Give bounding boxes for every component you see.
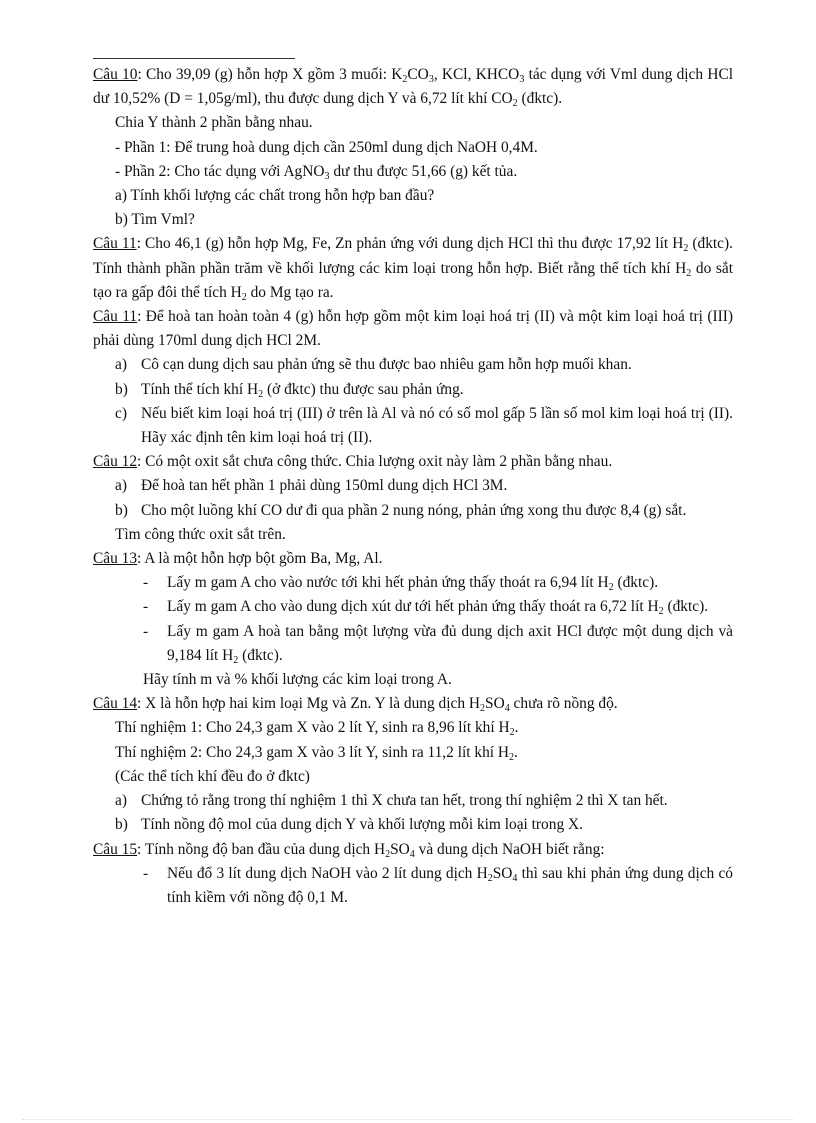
question-13: Câu 13: A là một hỗn hợp bột gồm Ba, Mg, Al.: [93, 550, 383, 568]
question-label: Câu 10: [93, 66, 138, 83]
question-14: Câu 14: X là hỗn hợp hai kim loại Mg và Zn. Y là dung dịch $H_2SO_4$ chưa rõ nồng độ.: [93, 695, 618, 715]
paragraph: - Phần 1: Để trung hoà dung dịch cần 250ml dung dịch NaOH 0,4M.: [115, 138, 538, 156]
bullet-item: - Lấy m gam A hoà tan bằng một lượng vừa đủ dung dịch axit HCl được một dung dịch và 9,184 lít $H_2$ (đktc).: [143, 622, 733, 666]
paragraph: Thí nghiệm 1: Cho 24,3 gam X vào 2 lít Y, sinh ra 8,96 lít khí $H_2$.: [115, 719, 519, 739]
question-label: Câu 11: [93, 235, 137, 253]
paragraph: Thí nghiệm 2: Cho 24,3 gam X vào 3 lít Y, sinh ra 11,2 lít khí $H_2$.: [115, 743, 518, 763]
bullet-item: - Lấy m gam A cho vào dung dịch xút dư tới hết phản ứng thấy thoát ra 6,72 lít $H_2$ (đktc).: [143, 598, 709, 618]
header-rule: [93, 58, 295, 59]
paragraph: Tìm công thức oxit sắt trên.: [115, 525, 286, 543]
sub-question-b: b) Tính thể tích khí $H_2$ (ở đktc) thu được sau phản ứng.: [115, 380, 464, 400]
bullet-item: - Lấy m gam A cho vào nước tới khi hết phản ứng thấy thoát ra 6,94 lít $H_2$ (đktc).: [143, 574, 659, 594]
paragraph: Hãy tính m và % khối lượng các kim loại trong A.: [143, 671, 452, 689]
question-label: Câu 15: [93, 840, 138, 858]
sub-question-a: a) Chứng tỏ rằng trong thí nghiệm 1 thì X chưa tan hết, trong thí nghiệm 2 thì X tan hết.: [115, 792, 668, 810]
sub-question-c: c) Nếu biết kim loại hoá trị (III) ở trên là Al và nó có số mol gấp 5 lần số mol kim loại hoá trị (II). Hãy xác định tên kim loại hoá trị (II).: [115, 404, 733, 447]
sub-question-a: a) Cô cạn dung dịch sau phản ứng sẽ thu được bao nhiêu gam hỗn hợp muối khan.: [115, 356, 632, 374]
question-label: Câu 13: [93, 550, 138, 568]
sub-question-b: b) Tính nồng độ mol của dung dịch Y và khối lượng mỗi kim loại trong X.: [115, 816, 583, 834]
question-label: Câu 12: [93, 453, 138, 471]
paragraph: (Các thể tích khí đều đo ở đktc): [115, 767, 310, 785]
sub-question-b: b) Cho một luồng khí CO dư đi qua phần 2 nung nóng, phản ứng xong thu được 8,4 (g) sắt.: [115, 501, 687, 519]
paragraph: Chia Y thành 2 phần bằng nhau.: [115, 114, 313, 132]
question-11-second: Câu 11: Để hoà tan hoàn toàn 4 (g) hỗn hợp gồm một kim loại hoá trị (II) và một kim loại hoá trị (III) phải dùng 170ml dung dịch HCl 2M.: [93, 308, 733, 350]
page-bottom-border: [22, 1119, 794, 1120]
question-12: Câu 12: Có một oxit sắt chưa công thức. Chia lượng oxit này làm 2 phần bằng nhau.: [93, 453, 613, 471]
sub-question-a: a) Để hoà tan hết phần 1 phải dùng 150ml dung dịch HCl 3M.: [115, 477, 508, 495]
sub-question-b: b) Tìm Vml?: [115, 211, 195, 229]
question-label: Câu 14: [93, 695, 138, 713]
question-label: Câu 11: [93, 308, 138, 326]
sub-question-a: a) Tính khối lượng các chất trong hỗn hợp ban đầu?: [115, 187, 435, 205]
question-15: Câu 15: Tính nồng độ ban đầu của dung dịch $H_2SO_4$ và dung dịch NaOH biết rằng:: [93, 840, 605, 860]
document-page: [93, 58, 733, 910]
question-10: Câu 10: Cho 39,09 (g) hỗn hợp X gồm 3 muối: $K_2CO_3$, KCl, $KHCO_3$ tác dụng với Vml dung dịch HCl dư 10,52% (D = 1,05g/ml), thu được dung dịch Y và 6,72 lít khí $CO_2$ (đktc).: [93, 66, 734, 110]
paragraph: - Phần 2: Cho tác dụng với AgNO$_3$ dư thu được 51,66 (g) kết tủa.: [115, 162, 518, 182]
bullet-item: - Nếu đổ 3 lít dung dịch NaOH vào 2 lít dung dịch $H_2SO_4$ thì sau khi phản ứng dung dịch có tính kiềm với nồng độ 0,1 M.: [143, 864, 733, 906]
question-11: Câu 11: Cho 46,1 (g) hỗn hợp Mg, Fe, Zn phản ứng với dung dịch HCl thì thu được 17,92 lít $H_2$ (đktc). Tính thành phần phần trăm về khối lượng các kim loại trong hỗn hợp. Biết rằng thể tích khí $H_2$ do sắt tạo ra gấp đôi thể tích $H_2$ do Mg tạo ra.: [93, 235, 733, 303]
